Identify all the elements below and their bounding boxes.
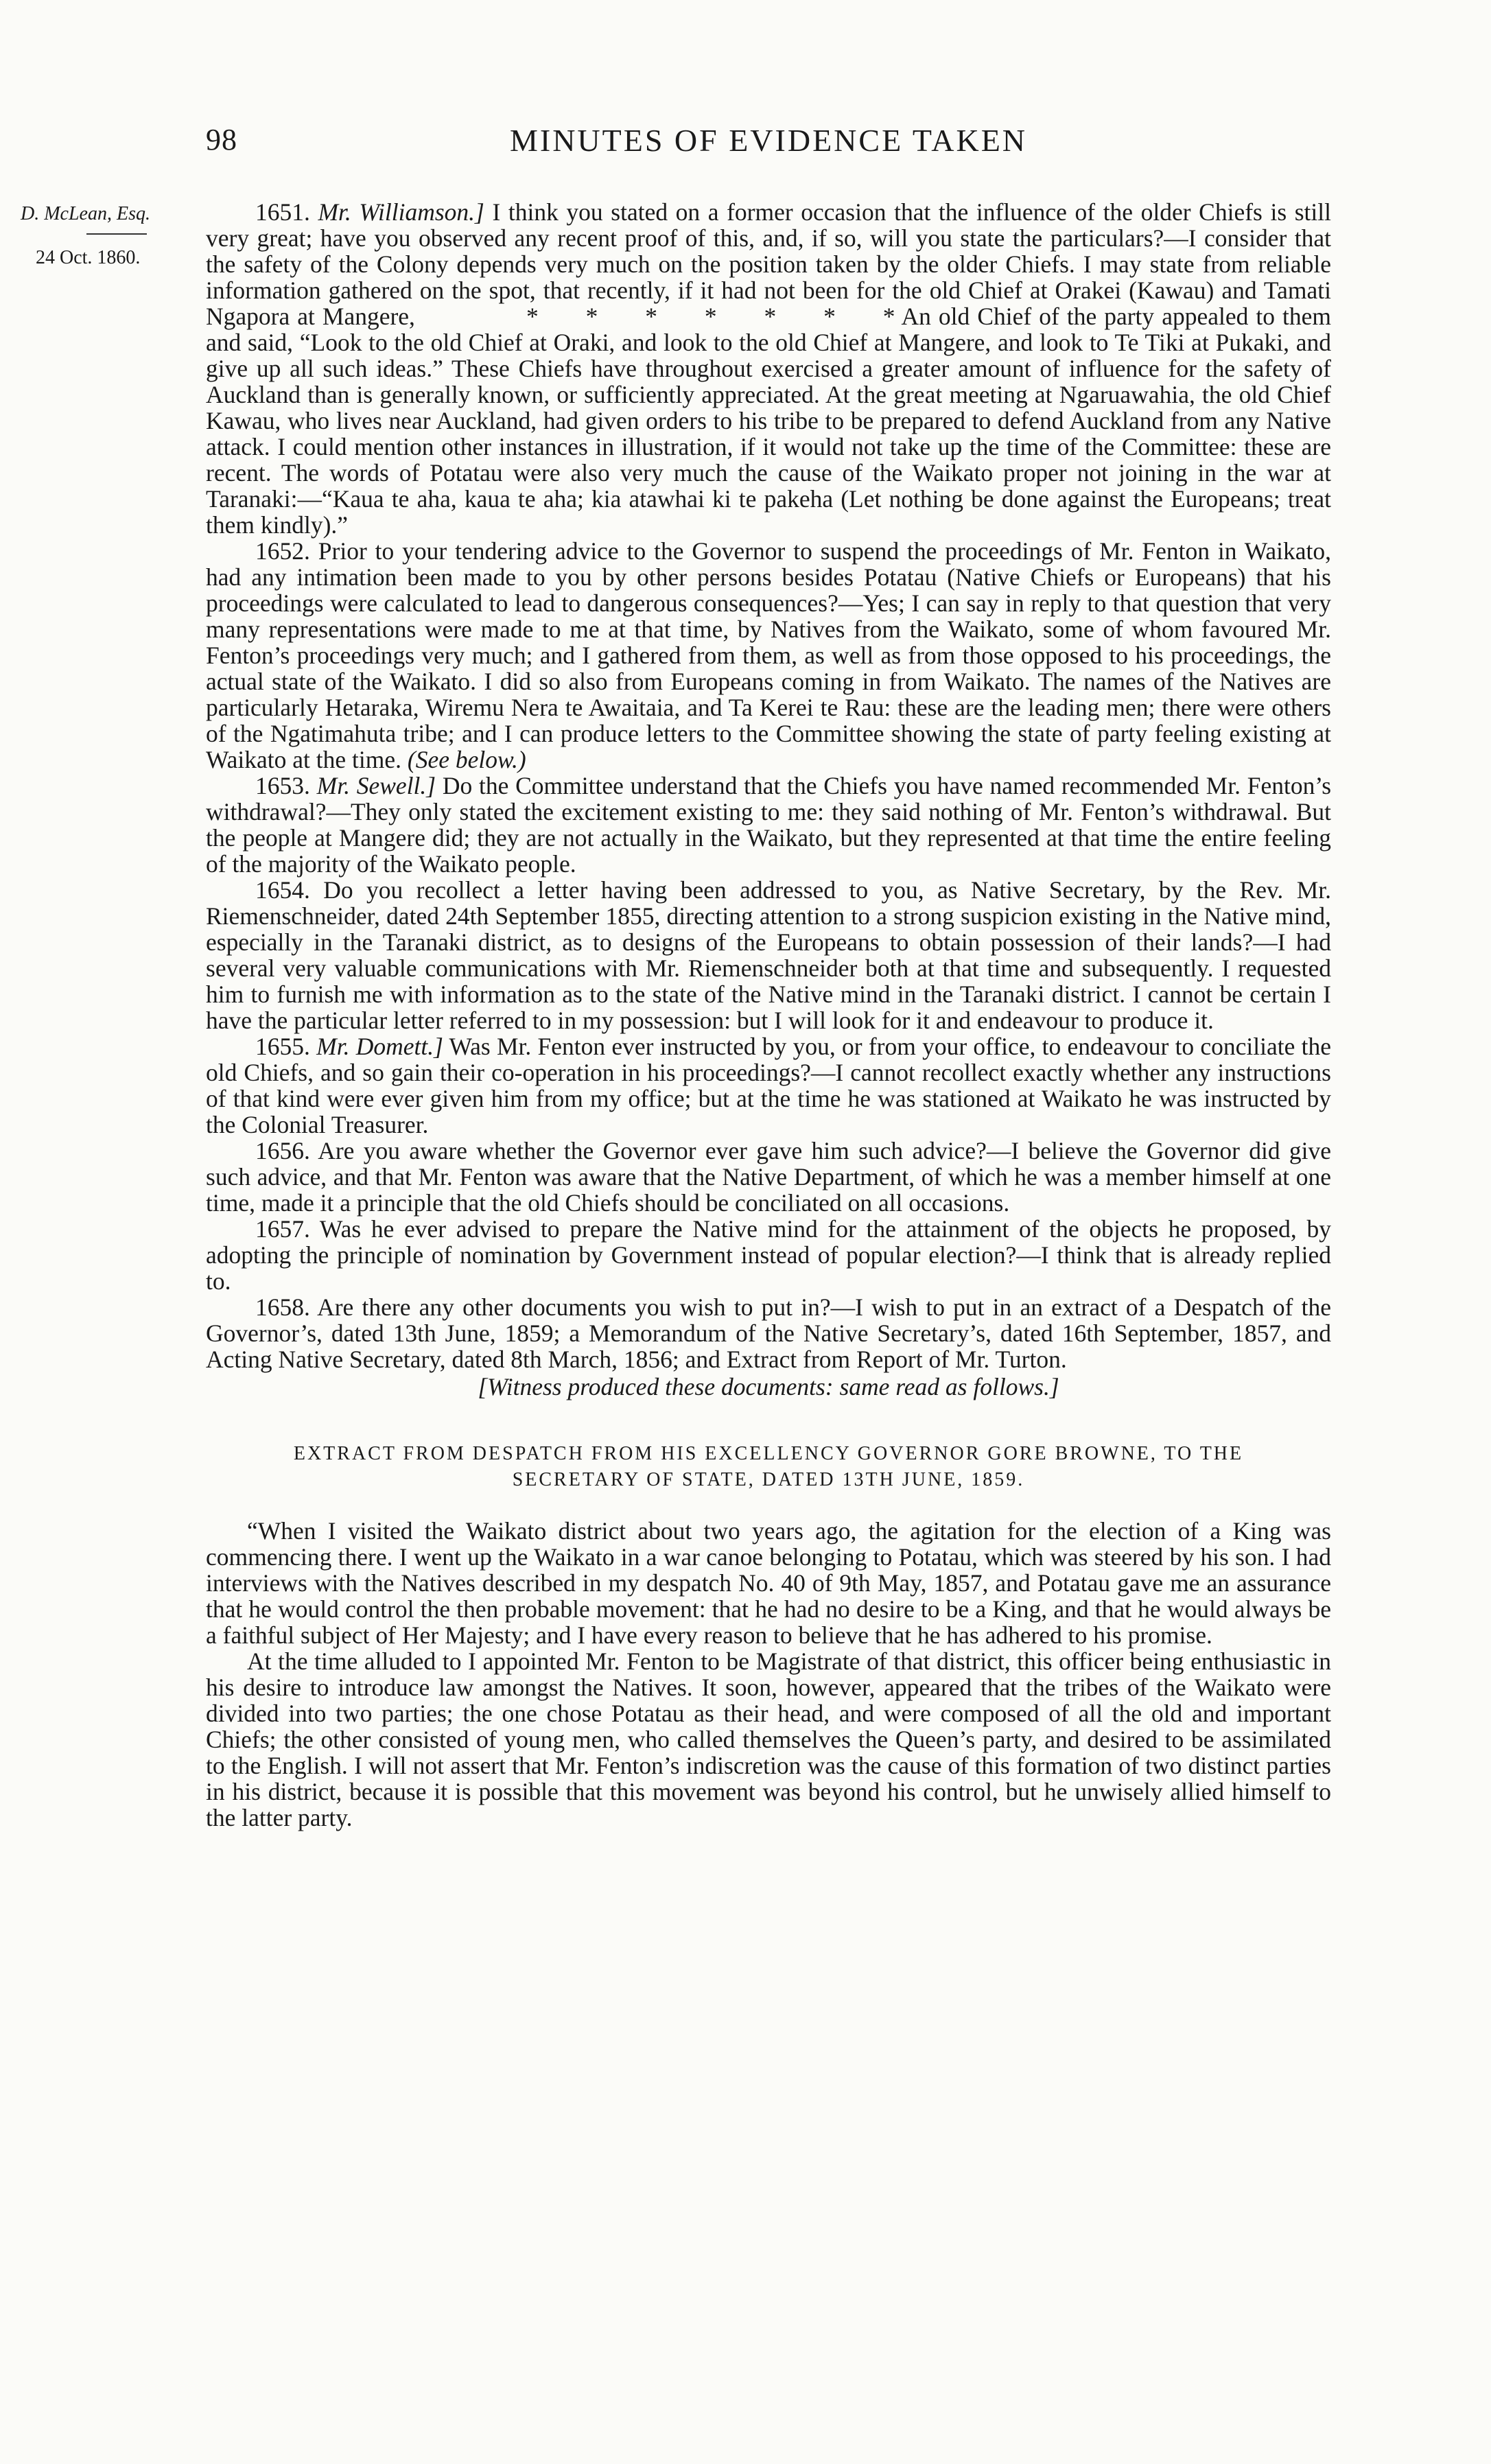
margin-note: [21, 200, 206, 272]
extract-paragraph: “When I visited the Waikato district about two years ago, the agitation for the election of a King was commencing there. I went up the Waikato in a war canoe belonging to Potatau, which was steered by his son. I had interviews with the Natives described in my despatch No. 40 of 9th May, 1857, and Potatau gave me an assurance that he would control the then probable movement: that he had no desire to be a King, and that he would always be a faithful subject of Her Majesty; and I have every reason to believe that he has adhered to his promise.: [206, 1517, 1331, 1649]
question-text: Do the Committee understand that the Chiefs you have named recommended Mr. Fenton’s withdrawal?—They only stated the excitement existing to me: they said nothing of Mr. Fenton’s withdrawal. But the people at Mangere did; they are not actually in the Waikato, but they represented at that time the entire feeling of the majority of the Waikato people.: [206, 772, 1332, 878]
question-text: Are you aware whether the Governor ever gave him such advice?—I believe the Governor did give such advice, and that Mr. Fenton was aware that the Native Department, of which he was a member himself at one time, made it a principle that the old Chiefs should be conciliated on all occasions.: [206, 1137, 1331, 1217]
question-text: Prior to your tendering advice to the Governor to suspend the proceedings of Mr. Fenton in Waikato, had any intimation been made to you by other persons besides Potatau (Native Chiefs or Europeans) that his proceedings were calculated to lead to dangerous consequences?—Yes; I can say in reply to that question that very many representations were made to me at that time, by Natives from the Waikato, some of whom favoured Mr. Fenton’s proceedings very much; and I gathered from them, as well as from those opposed to his proceedings, the actual state of the Waikato. I did so also from Europeans coming in from Waikato. The names of the Natives are particularly Hetaraka, Wiremu Nera te Awaitaia, and Ta Kerei te Rau: these are the leading men; there were others of the Ngatimahuta tribe; and I can produce letters to the Committee showing the state of party feeling existing at Waikato at the time.: [206, 537, 1331, 773]
margin-witness-name: D. McLean, Esq.: [21, 203, 150, 224]
margin-divider: [86, 233, 147, 235]
question-number: 1654.: [255, 876, 310, 904]
margin-date: 24 Oct. 1860.: [36, 247, 141, 268]
extract-paragraph: At the time alluded to I appointed Mr. Fenton to be Magistrate of that district, this officer being enthusiastic in his desire to introduce law amongst the Natives. It soon, however, appeared that the tribes of the Waikato were divided into two parties; the one chose Potatau as their head, and were composed of all the old and important Chiefs; the other consisted of young men, who called themselves the Queen’s party, and desired to be assimilated to the English. I will not assert that Mr. Fenton’s indiscretion was the cause of this formation of two distinct parties in his district, because it is possible that this movement was beyond his control, but he unwisely allied himself to the latter party.: [206, 1647, 1331, 1831]
question-number: 1655.: [255, 1033, 310, 1060]
question-text: Are there any other documents you wish to put in?—I wish to put in an extract of a Despatch of the Governor’s, dated 13th June, 1859; a Memorandum of the Native Secretary’s, dated 16th September, 1857, and Acting Native Secretary, dated 8th March, 1856; and Extract from Report of Mr. Turton.: [206, 1293, 1331, 1373]
question-text-continued: An old Chief of the party appealed to them and said, “Look to the old Chief at Oraki, and look to the old Chief at Mangere, and look to Te Tiki at Pukaki, and give up all such ideas.” These Chiefs have throughout exercised a greater amount of influence for the safety of Auckland than is generally known, or sufficiently appreciated. At the great meeting at Ngaruawahia, the old Chief Kawau, who lives near Auckland, had given orders to his tribe to be prepared to defend Auckland from any Native attack. I could mention other instances in illustration, if it would not take up the time of the Committee: these are recent. The words of Potatau were also very much the cause of the Waikato proper not joining in the war at Taranaki:—“Kaua te aha, kaua te aha; kia atawhai ki te pakeha (Let nothing be done against the Europeans; treat them kindly).”: [206, 303, 1331, 539]
omission-stars: * * * * * * *: [526, 303, 895, 330]
question-1658: [206, 1294, 1331, 1372]
witness-note: [Witness produced these documents: same read as follows.]: [478, 1373, 1059, 1400]
question-1656: [206, 1138, 1331, 1216]
question-1651: [206, 199, 1331, 538]
question-1657: [206, 1216, 1331, 1294]
question-1654: [206, 877, 1331, 1033]
question-speaker: Mr. Williamson.]: [318, 198, 484, 226]
running-title: MINUTES OF EVIDENCE TAKEN: [509, 123, 1028, 158]
page-number: 98: [206, 123, 237, 156]
question-number: 1653.: [255, 772, 310, 799]
question-number: 1657.: [255, 1215, 310, 1243]
question-number: 1658.: [255, 1293, 310, 1321]
question-1655: [206, 1033, 1331, 1138]
question-number: 1652.: [255, 537, 310, 565]
question-text: Do you recollect a letter having been addressed to you, as Native Secretary, by the Rev. Mr. Riemenschneider, dated 24th September 1855, directing attention to a strong suspicion existing in the Native mind, especially in the Taranaki district, as to designs of the Europeans to obtain possession of their lands?—I had several very valuable communications with Mr. Riemenschneider both at that time and subsequently. I requested him to furnish me with information as to the state of the Native mind in the Taranaki district. I cannot be certain I have the particular letter referred to in my possession: but I will look for it and endeavour to produce it.: [206, 876, 1331, 1034]
question-1653: [206, 773, 1331, 877]
question-number: 1651.: [255, 198, 310, 226]
question-text: Was he ever advised to prepare the Native mind for the attainment of the objects he proposed, by adopting the principle of nomination by Government instead of popular election?—I think that is already replied to.: [206, 1215, 1331, 1295]
page-header: [206, 122, 1331, 170]
question-number: 1656.: [255, 1137, 310, 1164]
question-speaker: Mr. Domett.]: [316, 1033, 443, 1060]
question-text: I think you stated on a former occasion that the influence of the older Chiefs is still very great; have you observed any recent proof of this, and, if so, will you state the particulars?—I consider that the safety of the Colony depends very much on the position taken by the older Chiefs. I may state from reliable information gathered on the spot, that recently, if it had not been for the old Chief at Orakei (Kawau) and Tamati Ngapora at Mangere,: [206, 198, 1332, 330]
extract-heading: EXTRACT FROM DESPATCH FROM HIS EXCELLENCY GOVERNOR GORE BROWNE, TO THE SECRETARY OF STATE, DATED 13TH JUNE, 1859.: [293, 1443, 1244, 1490]
extract-body: [206, 1518, 1331, 1831]
question-text: Was Mr. Fenton ever instructed by you, or from your office, to endeavour to conciliate the old Chiefs, and so gain their co-operation in his proceedings?—I cannot recollect exactly whether any instructions of that kind were ever given him from my office; but at the time he was stationed at Waikato he was instructed by the Colonial Treasurer.: [206, 1033, 1332, 1138]
see-below-note: (See below.): [407, 746, 526, 773]
question-1652: [206, 538, 1331, 773]
question-speaker: Mr. Sewell.]: [316, 772, 436, 799]
minutes-body: [206, 199, 1331, 1831]
